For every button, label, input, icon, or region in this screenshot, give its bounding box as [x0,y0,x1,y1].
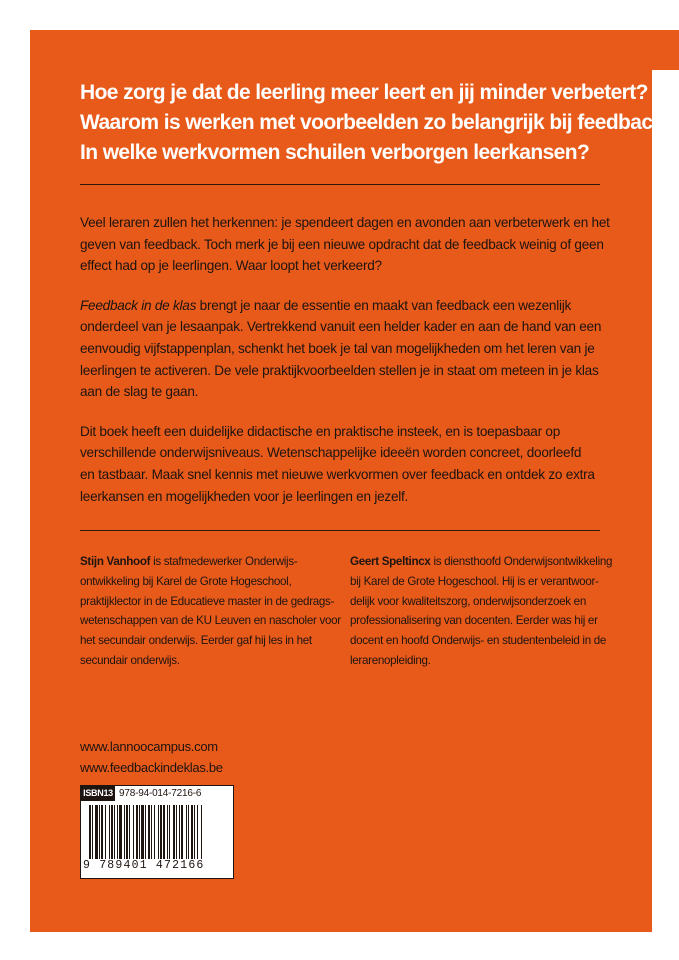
paragraph-line: verschillende onderwijsniveaus. Wetenschappelijke ideeën worden concreet, doorleefd [80,445,582,461]
paragraph-line: eenvoudig vijfstappenplan, schenkt het boek je tal van mogelijkheden om het leren van je [80,340,595,356]
paragraph-text: brengt je naar de essentie en maakt van feedback een wezenlijk [196,297,572,313]
barcode-bar [188,805,189,859]
website-publisher[interactable]: www.lannoocampus.com [80,739,218,754]
paragraph-line: leerkansen en mogelijkheden voor je leerlingen en jezelf. [80,488,409,504]
barcode-bar [109,805,110,859]
barcode-bar [99,805,100,859]
bio-line [80,552,330,572]
author-name: Stijn Vanhoof [80,555,151,568]
website-book[interactable]: www.feedbackindeklas.be [80,760,223,775]
bio-line: praktijklector in de Educatieve master in de gedrags- [80,594,335,608]
barcode-bar [105,805,106,859]
barcode-bar [92,805,93,859]
barcode-bar [191,805,193,859]
paragraph-line: Veel leraren zullen het herkennen: je spendeert dagen en avonden aan verbeterwerk en het [80,215,610,230]
bio-text: is stafmedewerker Onderwijs- [150,555,298,568]
bio-line: wetenschappen van de KU Leuven en nascholer voor [80,614,341,628]
paragraph-line: effect had op je leerlingen. Waar loopt het verkeerd? [80,258,382,274]
barcode-bar [111,805,113,859]
barcode-bar [148,805,150,859]
book-title: Feedback in de klas [80,297,197,313]
barcode-bar [160,805,162,859]
divider-top [80,184,600,185]
barcode-bar [136,805,138,859]
paragraph-intro [80,212,610,277]
barcode-bar [197,805,198,859]
bio-line: lerarenopleiding. [350,653,431,667]
barcode-bar [133,805,134,859]
barcode-bar [117,805,118,859]
question-1: Hoe zorg je dat de leerling meer leert en jij minder verbetert? [80,81,648,104]
isbn-number: 978-94-014-7216-6 [119,788,202,799]
barcode-bars [89,805,225,859]
barcode-bar [151,805,152,859]
author-name: Geert Speltincx [350,555,431,568]
question-2: Waarom is werken met voorbeelden zo belangrijk bij feedback? [80,111,676,134]
ean-digits: 9 789401 472166 [83,859,205,872]
description [80,212,610,525]
paragraph-line: aan de slag te gaan. [80,384,199,400]
barcode-bar [95,805,98,859]
bio-text: is diensthoofd Onderwijsontwikkeling [430,555,613,568]
bio-line: professionalisering van docenten. Eerder was hij er [350,614,598,628]
barcode-bar [158,805,159,859]
barcode-bar [173,805,175,859]
bio-line [350,552,613,572]
barcode-bar [145,805,146,859]
barcode-bar [126,805,128,859]
divider-bottom [80,530,600,531]
author-bio-stijn [80,552,341,671]
question-block [80,78,676,168]
question-3: In welke werkvormen schuilen verborgen leerkansen? [80,141,590,164]
bio-line: het secundair onderwijs. Eerder gaf hij les in het [80,634,312,648]
barcode-bar [139,805,140,859]
paragraph-book [80,295,600,403]
barcode-bar [119,805,122,859]
paragraph-line: Dit boek heeft een duidelijke didactische en praktische insteek, en is toepasbaar op [80,423,561,439]
author-bio-geert [350,552,613,671]
paragraph-approach [80,421,600,507]
barcode-bar [194,805,195,859]
barcode-bar [141,805,144,859]
barcode-bar [101,805,103,859]
paragraph-line: leerlingen te activeren. De vele praktijkvoorbeelden stellen je in staat om meteen in je klas [80,362,599,378]
paragraph-line: geven van feedback. Toch merk je bij een nieuwe opdracht dat de feedback weinig of geen [80,236,604,252]
bio-line: bij Karel de Grote Hogeschool. Hij is er verantwoor- [350,574,599,588]
barcode-bar [201,805,202,859]
isbn-label: ISBN13 [81,786,115,801]
isbn-row [81,786,233,801]
barcode-panel [80,785,234,879]
barcode-bar [169,805,170,859]
paragraph-line: onderdeel van je lesaanpak. Vertrekkend vanuit een helder kader en aan de hand van een [80,319,602,335]
barcode-bar [186,805,187,859]
website-links [80,736,223,778]
bio-line: docent en hoofd Onderwijs- en studentenbeleid in de [350,634,607,648]
barcode-bar [129,805,130,859]
barcode-bar [176,805,177,859]
bio-line: ontwikkeling bij Karel de Grote Hogeschool, [80,574,292,588]
paragraph-line [80,295,600,317]
barcode-bar [163,805,165,859]
barcode-bar [181,805,183,859]
bio-line: secundair onderwijs. [80,653,180,667]
barcode-bar [154,805,155,859]
barcode-bar [179,805,180,859]
paragraph-line: en tastbaar. Maak snel kennis met nieuwe werkvormen over feedback en ontdek zo extra [80,466,595,482]
barcode-bar [114,805,115,859]
bio-line: delijk voor kwaliteitszorg, onderwijsonderzoek en [350,594,586,608]
barcode-bar [124,805,125,859]
barcode-bar [167,805,168,859]
barcode-bar [89,805,91,859]
